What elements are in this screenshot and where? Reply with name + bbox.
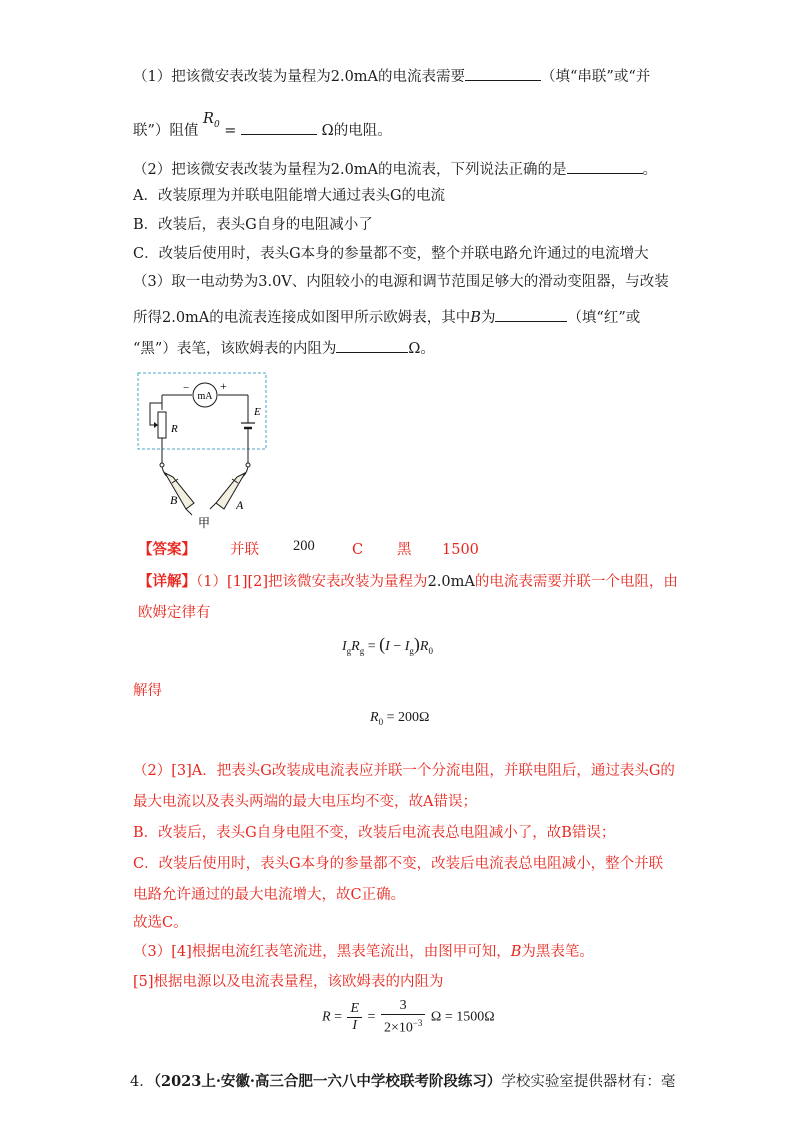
svg-text:R: R — [171, 423, 178, 435]
ohmmeter-circuit-figure — [130, 365, 280, 530]
svg-text:A: A — [236, 498, 244, 512]
svg-text:−: − — [183, 382, 190, 394]
detail-p2-line3: B．改装后，表头G自身电阻不变，改装后电流表总电阻减小了，故B错误； — [133, 825, 616, 841]
q2-option-b: B．改装后，表头G自身的电阻减小了 — [133, 217, 373, 233]
q1-line2: 联”）阻值 $R_0 = \Omega$的电阻。 — [133, 111, 392, 139]
svg-text:+: + — [220, 379, 227, 393]
detail-p2-line1: （2）[3]A．把表头G改装成电流表应并联一个分流电阻，并联电阻后，通过表头G的 — [133, 763, 675, 779]
formula-internal-resistance: R = $\frac{E}{I}$ = $\frac{3}{2\times 10^{-3}}$ Ω = 1500Ω — [322, 998, 495, 1036]
q3-line2: 所得2.0mA的电流表连接成如图甲所示欧姆表，其中B为 （填“红”或 — [133, 305, 640, 328]
q2-answer-blank[interactable] — [567, 157, 643, 174]
svg-text:mA: mA — [197, 391, 213, 402]
q1-resistance-blank[interactable] — [241, 118, 317, 135]
svg-text:B: B — [170, 493, 178, 507]
detail-p2-line2: 最大电流以及表头两端的最大电压均不变，故A错误； — [133, 794, 477, 810]
detail-choose: 故选C。 — [133, 915, 188, 931]
q3-line3: “黑”）表笔，该欧姆表的内阻为 Ω。 — [133, 336, 435, 359]
q2-line: （2）把该微安表改装为量程为2.0mA的电流表，下列说法正确的是 。 — [133, 157, 657, 180]
svg-text:甲: 甲 — [198, 516, 211, 530]
answer-tag: 【答案】 — [138, 541, 196, 558]
q4-line: 4．（2023上·安徽·高三合肥一六八中学校联考阶段练习）学校实验室提供器材有：毫 — [130, 1073, 676, 1090]
svg-text:E: E — [254, 406, 261, 418]
q3-probe-color-blank[interactable] — [495, 305, 567, 322]
answer-item-2: 200 — [293, 538, 315, 554]
q1-line1: （1）把该微安表改装为量程为2.0mA的电流表需要 （填“串联”或“并 — [133, 64, 650, 87]
r0-symbol: $R_0$ — [203, 111, 220, 130]
rheostat-icon — [158, 412, 166, 438]
q1-connection-blank[interactable] — [465, 64, 541, 81]
formula-r0-result: $R_0 = 200\Omega$ — [370, 710, 430, 727]
detail-p2-line5: 电路允许通过的最大电流增大，故C正确。 — [133, 887, 406, 903]
detail-line2: 欧姆定律有 — [138, 605, 211, 621]
answer-item-3: C — [352, 542, 364, 558]
detail-p4: [5]根据电源以及电流表量程，该欧姆表的内阻为 — [133, 974, 444, 990]
q1-range: 2.0mA — [330, 69, 379, 85]
detail-solve: 解得 — [133, 683, 162, 699]
detail-line1: 【详解】（1）[1][2]把该微安表改装为量程为2.0mA的电流表需要并联一个电阻，由 — [138, 573, 678, 590]
q3-line1: （3）取一电动势为3.0V、内阻较小的电源和调节范围足够大的滑动变阻器，与改装 — [133, 274, 669, 290]
q3-resistance-blank[interactable] — [336, 336, 408, 353]
answer-item-4: 黑 — [397, 542, 412, 558]
detail-p3: （3）[4]根据电流红表笔流进，黑表笔流出，由图甲可知，B为黑表笔。 — [133, 944, 594, 960]
answer-item-1: 并联 — [230, 542, 259, 558]
answer-item-5: 1500 — [442, 542, 479, 558]
detail-p2-line4: C．改装后使用时，表头G本身的参量都不变，改装后电流表总电阻减小，整个并联 — [133, 856, 664, 872]
q2-option-a: A．改装原理为并联电阻能增大通过表头G的电流 — [133, 188, 446, 204]
q2-option-c: C．改装后使用时，表头G本身的参量都不变，整个并联电路允许通过的电流增大 — [133, 246, 649, 262]
answer-row — [138, 540, 196, 560]
formula-ohms-law: $I_gR_g = (I - I_g)R_0$ — [342, 634, 433, 656]
